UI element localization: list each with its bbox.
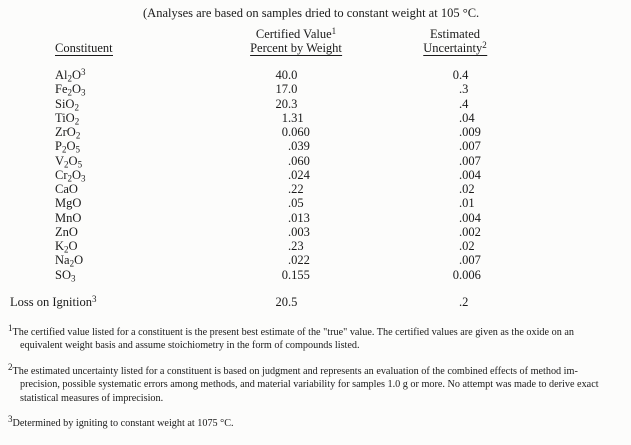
table-row <box>0 82 631 96</box>
table-row <box>0 68 631 82</box>
uncertainty-cell: .4 <box>459 96 469 111</box>
certified-value-cell: .060 <box>288 153 310 168</box>
column-header-percent-by-weight-label: Percent by Weight <box>250 41 342 55</box>
column-header-uncertainty <box>423 41 487 56</box>
footnote-2-line-2: precision, possible systematic errors among methods, and material variability for samples 1.0 g or more. No attempt was made to derive exact <box>20 379 599 391</box>
table-caption: (Analyses are based on samples dried to constant weight at 105 °C. <box>143 6 480 20</box>
constituent-cell: Loss on Ignition$^3$ <box>10 294 97 309</box>
column-header-percent-by-weight <box>250 41 342 56</box>
uncertainty-cell: .004 <box>459 167 481 182</box>
table-rows <box>0 68 631 282</box>
uncertainty-cell: 0.006 <box>452 267 481 282</box>
constituent-cell: MnO <box>55 210 82 225</box>
uncertainty-cell: .007 <box>459 153 481 168</box>
uncertainty-cell: 0.4 <box>452 68 469 82</box>
column-header-constituent-label: Constituent <box>55 41 113 55</box>
column-header-constituent <box>55 41 113 56</box>
table-row <box>0 97 631 111</box>
certified-value-cell: .003 <box>288 224 310 239</box>
table-row <box>0 239 631 253</box>
uncertainty-cell: .007 <box>459 139 481 154</box>
certified-value-cell: 20.3 <box>275 96 298 111</box>
certified-value-cell: .013 <box>288 210 310 225</box>
constituent-cell: $Al_2O^3$ <box>55 67 86 84</box>
column-header-estimated: Estimated <box>430 27 480 41</box>
uncertainty-cell: .01 <box>459 196 475 211</box>
footnote-2-line-1: $^2$The estimated uncertainty listed for a constituent is based on judgment and represents an evaluation of the combined effects of method im- <box>8 361 578 377</box>
uncertainty-cell: .2 <box>459 295 469 309</box>
certified-value-cell: .024 <box>288 167 310 182</box>
table-row <box>0 295 631 309</box>
table-row <box>0 125 631 139</box>
loss-row-container <box>0 295 631 309</box>
certified-value-cell: .22 <box>288 182 304 196</box>
footnotes <box>8 323 630 442</box>
constituent-cell: ZrO$_2$ <box>55 125 81 141</box>
certified-value-cell: .022 <box>288 253 310 268</box>
table-row <box>0 139 631 153</box>
table-row <box>0 154 631 168</box>
table-row <box>0 111 631 125</box>
constituent-cell: $K_2O$ <box>55 239 78 255</box>
constituent-cell: SiO$_2$ <box>55 96 79 112</box>
certified-value-cell: 1.31 <box>281 110 304 125</box>
constituent-cell: $V_2O_5$ <box>55 153 83 169</box>
constituent-cell: ZnO <box>55 224 78 239</box>
column-header-certified-value: Certified Value$^1$ <box>255 26 337 41</box>
column-header-uncertainty-label: Uncertainty$^2$ <box>423 40 487 55</box>
footnote-1 <box>8 323 630 353</box>
uncertainty-cell: .007 <box>459 253 481 268</box>
uncertainty-cell: .02 <box>459 239 475 253</box>
table-row <box>0 196 631 210</box>
footnote-2-line-3: statistical measures of imprecision. <box>20 392 164 404</box>
certified-value-cell: .05 <box>288 196 304 211</box>
table-row <box>0 211 631 225</box>
footnote-1-line-1: $^1$The certified value listed for a constituent is the present best estimate of the "true" value. The certified values are given as the oxide on an <box>8 323 574 338</box>
table-row <box>0 225 631 239</box>
uncertainty-cell: .3 <box>459 82 469 97</box>
certified-value-cell: 20.5 <box>275 295 298 309</box>
table-row <box>0 182 631 196</box>
constituent-cell: MgO <box>55 196 82 211</box>
certified-value-cell: .23 <box>288 239 304 253</box>
certified-value-cell: 0.155 <box>281 267 310 282</box>
uncertainty-cell: .009 <box>459 125 481 139</box>
uncertainty-cell: .02 <box>459 182 475 196</box>
certified-value-cell: .039 <box>288 139 310 154</box>
footnote-3 <box>8 414 630 430</box>
constituent-cell: $Fe_2O_3$ <box>55 82 86 98</box>
certified-value-cell: 17.0 <box>275 82 298 97</box>
footnote-1-line-2: equivalent weight basis and assume stoichiometry in the form of compounds listed. <box>20 340 360 352</box>
constituent-cell: CaO <box>55 182 78 196</box>
table-row <box>0 253 631 267</box>
table-row <box>0 168 631 182</box>
constituent-cell: $P_2O_5$ <box>55 139 80 155</box>
constituent-cell: $SO_3$ <box>55 267 76 283</box>
constituent-cell: $Na_2O$ <box>55 253 84 269</box>
uncertainty-cell: .004 <box>459 210 481 225</box>
certified-value-cell: 40.0 <box>275 68 298 82</box>
constituent-cell: TiO$_2$ <box>55 110 80 127</box>
constituent-cell: $Cr_2O_3$ <box>55 167 86 184</box>
footnote-2 <box>8 361 630 405</box>
uncertainty-cell: .002 <box>459 224 481 239</box>
certified-value-cell: 0.060 <box>281 125 310 139</box>
footnote-3-line-1: $^3$Determined by igniting to constant weight at 1075 °C. <box>8 414 234 430</box>
uncertainty-cell: .04 <box>459 110 475 125</box>
table-row <box>0 268 631 282</box>
